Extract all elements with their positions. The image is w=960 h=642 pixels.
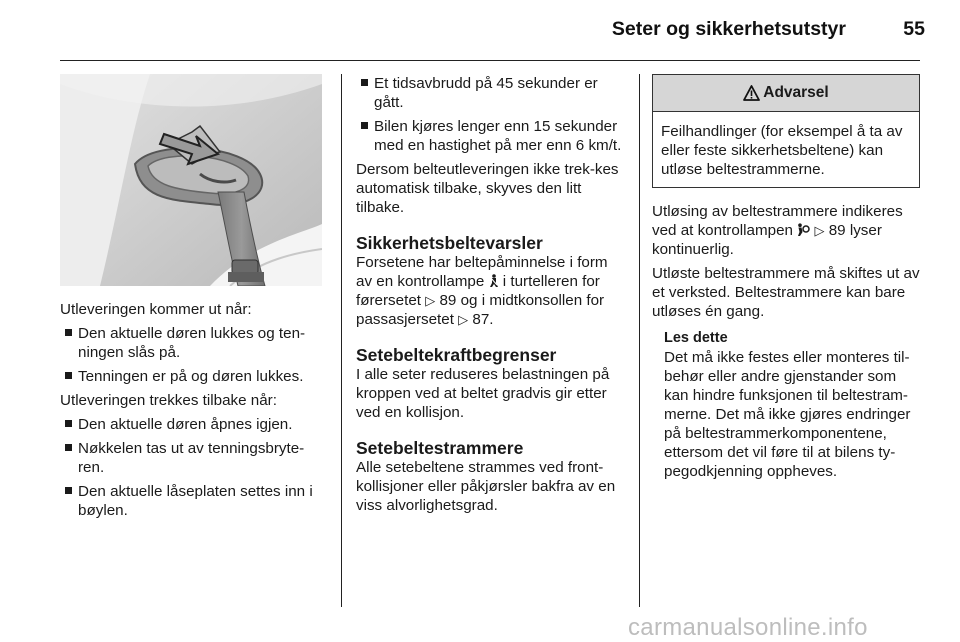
airbag-indicator-icon: [797, 223, 810, 237]
watermark: carmanualsonline.info: [628, 614, 868, 641]
reference-arrow-icon: ▷: [814, 223, 825, 238]
warning-box: [652, 74, 920, 188]
warning-header: [653, 75, 919, 112]
list-item: Et tidsavbrudd på 45 sekunder er gått.: [356, 74, 624, 112]
paragraph: Alle setebeltene strammes ved front-kollisjoner eller påkjørsler bakfra av en viss alvorlighetsgrad.: [356, 459, 616, 514]
header-divider: [60, 60, 920, 61]
column-1: [60, 74, 326, 525]
bullet-icon: [361, 122, 368, 129]
list-item: Bilen kjøres lenger enn 15 sekunder med en hastighet på mer enn 6 km/t.: [356, 117, 624, 155]
intro-text-2: Utleveringen trekkes tilbake når:: [60, 392, 277, 409]
list-item: Den aktuelle døren åpnes igjen.: [60, 415, 326, 434]
bullet-icon: [65, 372, 72, 379]
bullet-icon: [65, 420, 72, 427]
bullet-icon: [65, 329, 72, 336]
section-heading-belt-reminder: Sikkerhetsbeltevarsler: [356, 233, 543, 253]
warning-triangle-icon: [743, 85, 760, 101]
reference-arrow-icon: ▷: [458, 312, 469, 327]
paragraph: Forsetene har beltepåminnelse i form av en kontrollampe i turtelleren for førersetet ▷ 89 og i midtkonsollen for passasjersetet ▷ 87.: [356, 254, 608, 328]
paragraph: Dersom belteutleveringen ikke trek-kes automatisk tilbake, skyves den litt tilbake.: [356, 161, 619, 216]
note-block: [652, 329, 920, 481]
list-item: Tenningen er på og døren lukkes.: [60, 367, 326, 386]
paragraph: Utløste beltestrammere må skiftes ut av et verksted. Beltestrammere kan bare utløses én gang.: [652, 265, 920, 320]
list-item: Nøkkelen tas ut av tenningsbryte-ren.: [60, 439, 326, 477]
seatbelt-bracket-illustration: [60, 74, 322, 286]
column-divider-2: [639, 74, 640, 607]
reference-arrow-icon: ▷: [425, 293, 436, 308]
warning-text: Feilhandlinger (for eksempel å ta av eller feste sikkerhetsbeltene) kan utløse beltestrammerne.: [661, 123, 903, 178]
list-item: Den aktuelle døren lukkes og ten-ningen slås på.: [60, 324, 326, 362]
bullet-icon: [65, 487, 72, 494]
paragraph: Utløsing av beltestrammere indikeres ved at kontrollampen ▷ 89 lyser kontinuerlig.: [652, 203, 903, 258]
paragraph: I alle seter reduseres belastningen på kroppen ved at beltet gradvis gir etter ved en kollisjon.: [356, 366, 610, 421]
section-heading-pretensioners: Setebeltestrammere: [356, 438, 524, 458]
column-2: [356, 74, 624, 520]
intro-text-1: Utleveringen kommer ut når:: [60, 301, 252, 318]
column-divider-1: [341, 74, 342, 607]
bullet-icon: [361, 79, 368, 86]
note-title: Les dette: [664, 330, 728, 346]
seatbelt-reminder-icon: [489, 274, 499, 288]
section-heading-force-limiter: Setebeltekraftbegrenser: [356, 345, 557, 365]
page-title: Seter og sikkerhetsutstyr: [611, 18, 846, 40]
note-text: Det må ikke festes eller monteres til-behør eller andre gjenstander som kan hindre funksjonen til beltestram-merne. Det må ikke gjøres endringer på beltestrammerkomponentene, ettersom det vil føre til at bilens ty-pegodkjenning oppheves.: [664, 349, 911, 480]
list-item: Den aktuelle låseplaten settes inn i bøylen.: [60, 482, 326, 520]
column-3: [652, 74, 920, 481]
bullet-icon: [65, 444, 72, 451]
warning-title: Advarsel: [763, 84, 829, 101]
page-number: 55: [903, 18, 925, 40]
